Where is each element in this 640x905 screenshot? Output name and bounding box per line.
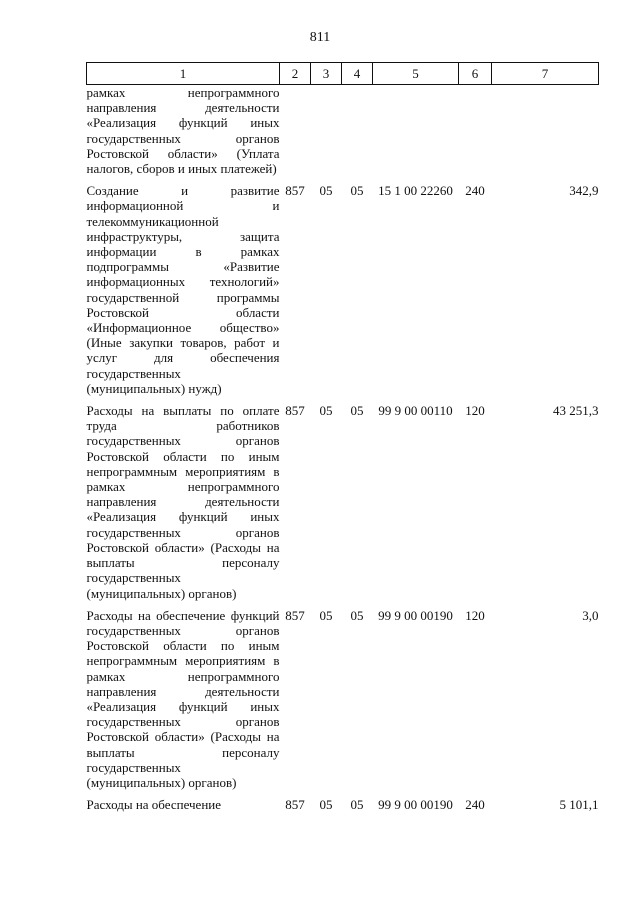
column-number-4: 4 [342,63,373,85]
column-number-5: 5 [373,63,459,85]
row-amount: 342,9 [569,183,599,199]
row-subsection-code: 05 [350,607,364,623]
row-target-article-code: 99 9 00 00110 [378,403,453,419]
row-subsection-code: 05 [350,183,364,199]
table-row [87,85,599,184]
row-subsection-code: 05 [350,797,364,813]
row-target-article-code: 99 9 00 00190 [378,797,453,813]
column-number-6: 6 [459,63,492,85]
row-section-code: 05 [319,403,333,419]
row-section-code: 05 [319,183,333,199]
column-number-3: 3 [311,63,342,85]
row-amount: 5 101,1 [559,797,599,813]
row-amount: 3,0 [582,607,599,623]
table-row [87,797,599,819]
row-section-code: 05 [319,607,333,623]
row-ministry-code: 857 [285,607,305,623]
column-number-header-row [87,63,599,85]
row-ministry-code: 857 [285,403,305,419]
budget-table [86,62,599,819]
row-section-code: 05 [319,797,333,813]
column-number-2: 2 [280,63,311,85]
row-target-article-code: 99 9 00 00190 [378,607,453,623]
row-ministry-code [280,85,311,184]
row-subsection-code [342,85,373,184]
row-expense-type-code [459,85,492,184]
column-number-7: 7 [492,63,599,85]
row-description: Создание и развитие информационной и телекоммуникационной инфраструктуры, защита информации в рамках подпрограммы «Развитие информационных технологий» государственной программы Ростовской области «Информационное общество» (Иные закупки товаров, работ и услуг для обеспечения государственных (муниципальных) нужд) [86,183,280,396]
row-expense-type-code: 120 [465,607,485,623]
table-row [87,608,599,797]
row-description: рамках непрограммного направления деятельности «Реализация функций иных государственных органов Ростовской области» (Уплата налогов, сборов и иных платежей) [86,85,280,177]
column-number-1: 1 [87,63,280,85]
row-section-code [311,85,342,184]
row-ministry-code: 857 [285,797,305,813]
row-expense-type-code: 240 [465,183,485,199]
row-target-article-code [373,85,459,184]
row-description: Расходы на выплаты по оплате труда работников государственных органов Ростовской области по иным непрограммным мероприятиям в рамках непрограммного направления деятельности «Реализация функций иных государственных органов Ростовской области» (Расходы на выплаты персоналу государственных (муниципальных) органов) [86,403,280,601]
row-description: Расходы на обеспечение [86,797,222,813]
row-expense-type-code: 120 [465,403,485,419]
row-expense-type-code: 240 [465,797,485,813]
page-number: 811 [309,30,331,45]
row-description: Расходы на обеспечение функций государственных органов Ростовской области по иным непрограммным мероприятиям в рамках непрограммного направления деятельности «Реализация функций иных государственных органов Ростовской области» (Расходы на выплаты персоналу государственных (муниципальных) органов) [86,607,280,790]
table-row [87,183,599,403]
row-subsection-code: 05 [350,403,364,419]
row-amount: 43 251,3 [553,403,599,419]
row-amount [492,85,599,184]
row-target-article-code: 15 1 00 22260 [378,183,453,199]
table-row [87,403,599,608]
row-ministry-code: 857 [285,183,305,199]
